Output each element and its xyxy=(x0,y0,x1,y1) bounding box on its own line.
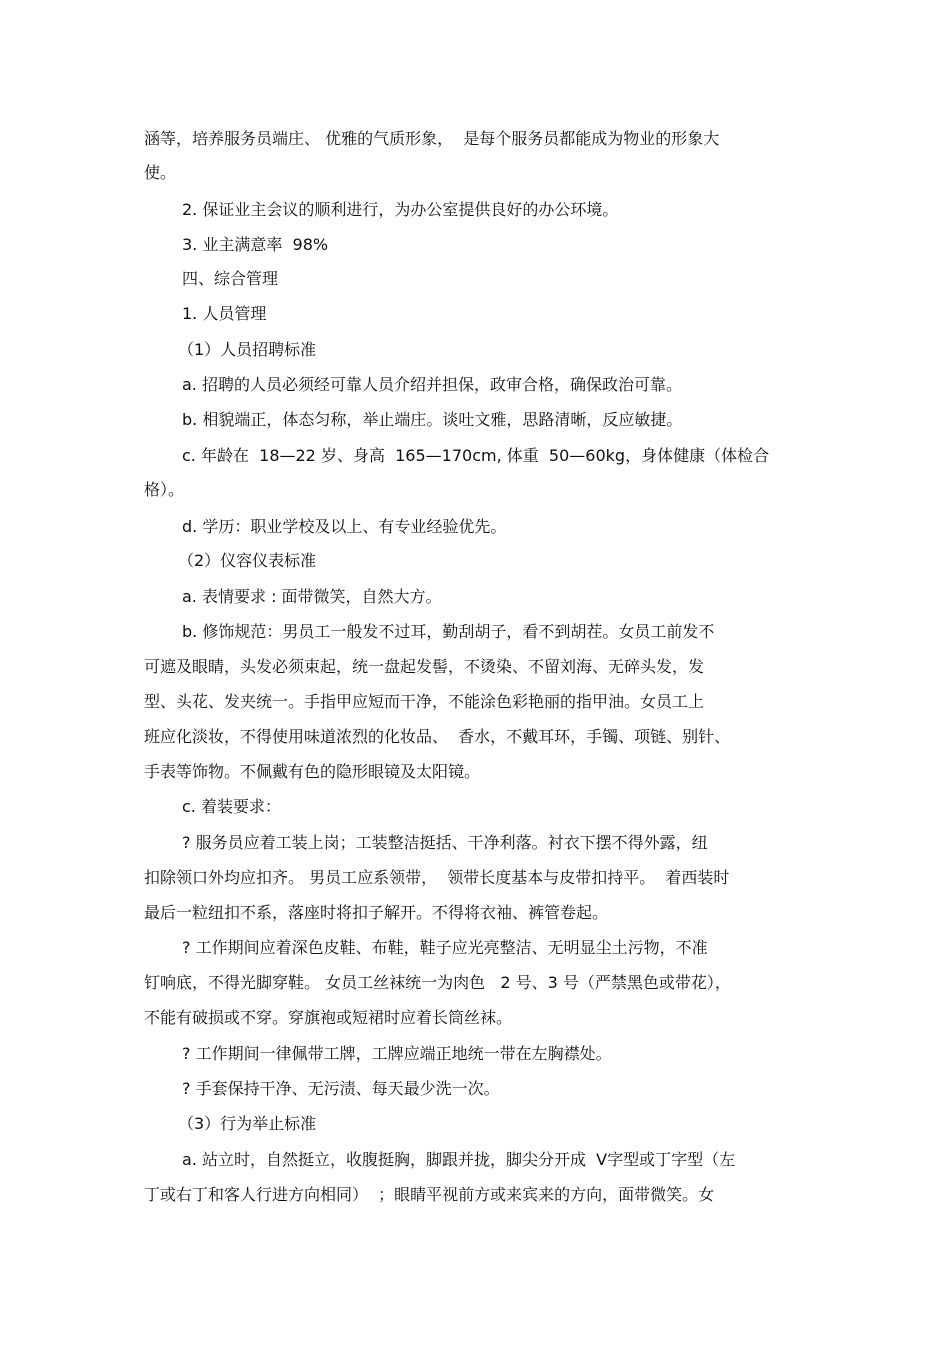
text-line: d. 学历：职业学校及以上、有专业经验优先。 xyxy=(182,517,507,536)
text-line: c. 年龄在 18—22 岁、身高 165—170cm, 体重 50—60kg，身体健康（体检合 xyxy=(182,446,770,465)
text-line: 手表等饰物。不佩戴有色的隐形眼镜及太阳镜。 xyxy=(144,762,481,781)
text-line: a. 招聘的人员必须经可靠人员介绍并担保，政审合格，确保政治可靠。 xyxy=(182,375,682,394)
subsection-heading: （2）仪容仪表标准 xyxy=(178,551,317,570)
text-line: 可遮及眼睛，头发必须束起，统一盘起发髻，不烫染、不留刘海、无碎头发，发 xyxy=(144,657,705,676)
text-line: 扣除领口外均应扣齐。 男员工应系领带， 领带长度基本与皮带扣持平。 着西装时 xyxy=(144,868,730,887)
text-line: 3. 业主满意率 98% xyxy=(182,235,329,254)
subsection-heading: 1. 人员管理 xyxy=(182,304,267,323)
text-line: 班应化淡妆，不得使用味道浓烈的化妆品、 香水，不戴耳环，手镯、项链、别针、 xyxy=(144,727,731,746)
text-line: 不能有破损或不穿。穿旗袍或短裙时应着长筒丝袜。 xyxy=(144,1008,513,1027)
section-heading: 四、综合管理 xyxy=(182,269,279,288)
text-line: b. 修饰规范：男员工一般发不过耳，勤刮胡子，看不到胡茬。女员工前发不 xyxy=(182,622,715,641)
text-line: b. 相貌端正，体态匀称，举止端庄。谈吐文雅，思路清晰，反应敏捷。 xyxy=(182,410,683,429)
text-line: 型、头花、发夹统一。手指甲应短而干净，不能涂色彩艳丽的指甲油。女员工上 xyxy=(144,692,705,711)
text-line: a. 站立时，自然挺立，收腹挺胸，脚跟并拢，脚尖分开成 V字型或丁字型（左 xyxy=(182,1150,736,1169)
text-line: 使。 xyxy=(144,163,177,182)
text-line: c. 着装要求： xyxy=(182,797,281,816)
text-line: 涵等，培养服务员端庄、 优雅的气质形象， 是每个服务员都能成为物业的形象大 xyxy=(144,129,720,148)
subsection-heading: （3）行为举止标准 xyxy=(178,1114,317,1133)
text-line: 丁或右丁和客人行进方向相同） ；眼睛平视前方或来宾来的方向，面带微笑。女 xyxy=(144,1185,715,1204)
text-line: ? 手套保持干净、无污渍、每天最少洗一次。 xyxy=(182,1079,500,1098)
text-line: 格）。 xyxy=(144,480,185,499)
text-line: 2. 保证业主会议的顺利进行，为办公室提供良好的办公环境。 xyxy=(182,200,619,219)
text-line: ? 工作期间一律佩带工牌，工牌应端正地统一带在左胸襟处。 xyxy=(182,1044,612,1063)
text-line: ? 服务员应着工装上岗；工装整洁挺括、干净利落。衬衣下摆不得外露，纽 xyxy=(182,833,708,852)
text-line: ? 工作期间应着深色皮鞋、布鞋，鞋子应光亮整洁、无明显尘土污物，不准 xyxy=(182,938,708,957)
text-line: 钉响底，不得光脚穿鞋。 女员工丝袜统一为肉色 2 号、3 号（严禁黑色或带花）， xyxy=(144,973,731,992)
text-line: 最后一粒纽扣不系，落座时将扣子解开。不得将衣袖、裤管卷起。 xyxy=(144,903,609,922)
subsection-heading: （1）人员招聘标准 xyxy=(178,340,317,359)
text-line: a. 表情要求 : 面带微笑，自然大方。 xyxy=(182,587,442,606)
